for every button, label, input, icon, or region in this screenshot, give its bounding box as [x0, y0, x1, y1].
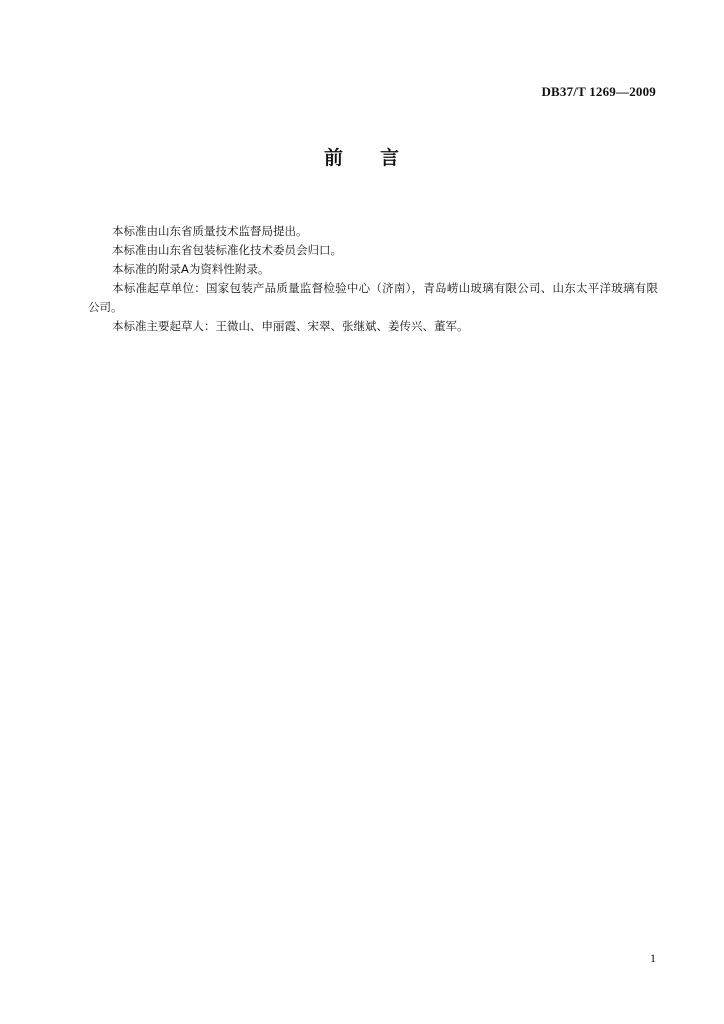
paragraph-appendix-note: 本标准的附录A为资料性附录。: [112, 262, 270, 276]
paragraph-drafting-units: 本标准起草单位：国家包装产品质量监督检验中心（济南），青岛崂山玻璃有限公司、山东太平洋玻璃有限公司。: [88, 281, 658, 314]
paragraph-proposed-by: 本标准由山东省质量技术监督局提出。: [112, 224, 308, 238]
paragraph-main-drafters: 本标准主要起草人：王微山、申丽霞、宋翠、张继斌、姜传兴、董军。: [112, 319, 469, 333]
standard-code: DB37/T 1269—2009: [541, 84, 656, 99]
page-number: 1: [650, 951, 656, 965]
heading-char-2: 言: [380, 147, 401, 169]
foreword-body: [88, 222, 658, 336]
foreword-heading: [0, 143, 724, 170]
heading-char-1: 前: [323, 147, 344, 169]
paragraph-centralized-by: 本标准由山东省包装标准化技术委员会归口。: [112, 243, 342, 257]
